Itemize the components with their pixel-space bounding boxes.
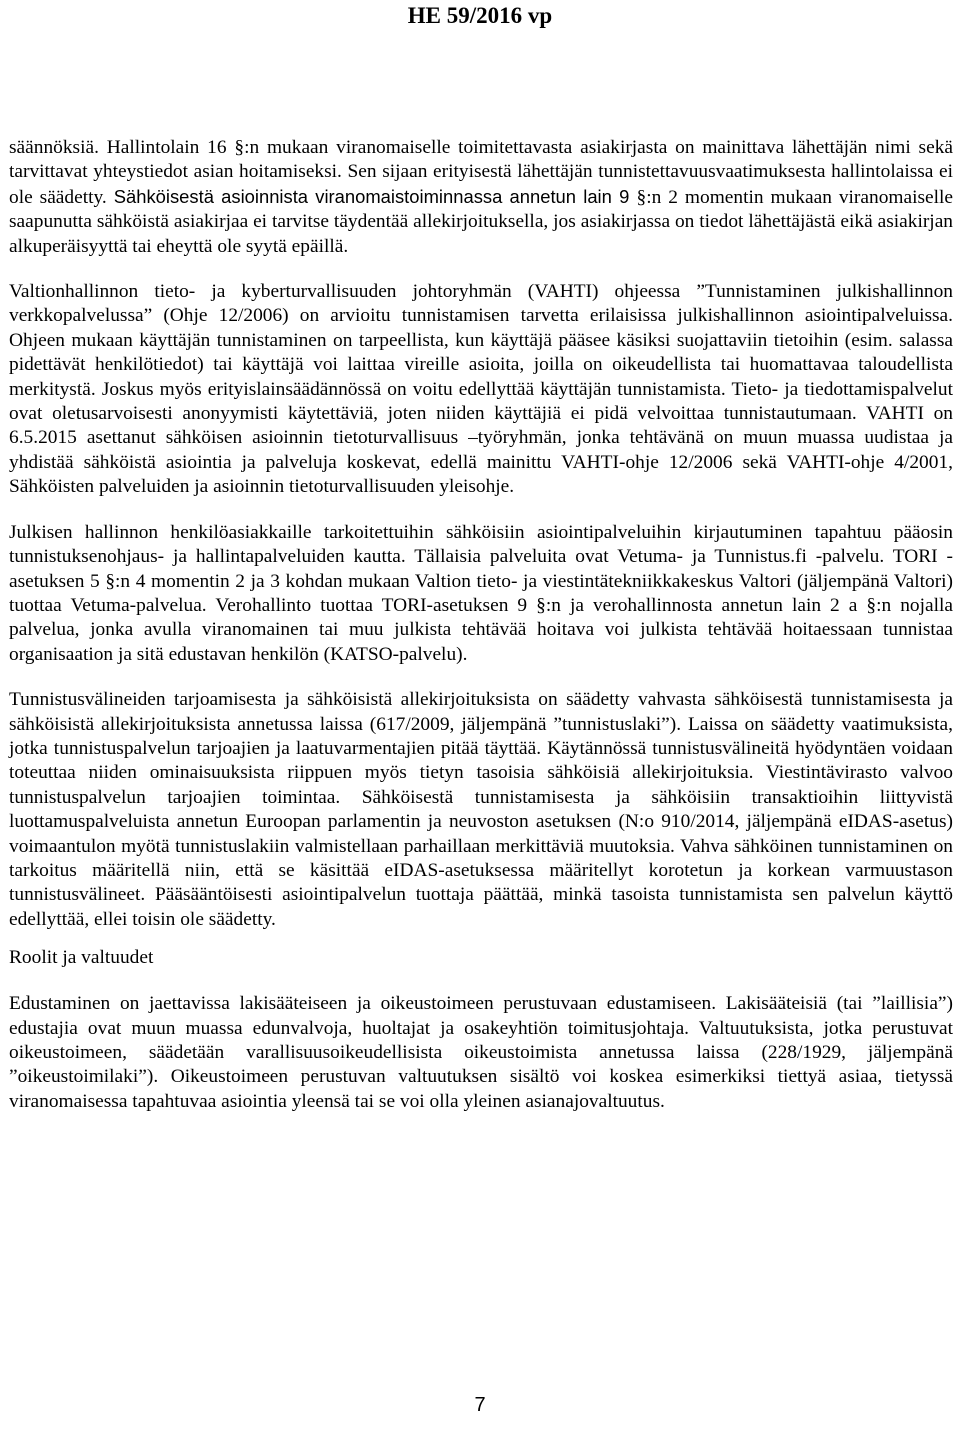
paragraph-3: Julkisen hallinnon henkilöasiakkaille tarkoitettuihin sähköisiin asiointipalveluihin kirjautuminen tapahtuu pääosin tunnistuksenohjaus- ja hallintapalveluiden kautta. Tällaisia palveluita ovat Vetuma- ja Tunnistus.fi -palvelu. TORI -asetuksen 5 §:n 4 momentin 2 ja 3 kohdan mukaan Valtion tieto- ja viestintätekniikkakeskus Valtori (jäljempänä Valtori) tuottaa Vetuma-palvelua. Verohallinto tuottaa TORI-asetuksen 9 §:n ja verohallinnosta annetun lain 2 a §:n nojalla palvelua, jonka avulla viranomainen tai muu julkista tehtävää hoitava voi julkista tehtävää hoitaessaan tunnistaa organisaation ja sitä edustavan henkilön (KATSO-palvelu). [9,521,953,665]
paragraph-5: Edustaminen on jaettavissa lakisääteiseen ja oikeustoimeen perustuvaan edustamiseen. Lakisääteisiä (tai ”laillisia”) edustajia ovat muun muassa edunvalvoja, huoltajat ja osakeyhtiön toimitusjohtaja. Valtuutuksista, jotka perustuvat oikeustoimeen, säädetään varallisuusoikeudellisista oikeustoimista annetussa laissa (228/1929, jäljempänä ”oikeustoimilaki”). Oikeustoimeen perustuvan valtuutuksen sisältö voi koskea esimerkiksi tiettyä asiaa, tietyssä viranomaisessa tapahtuvaa asiointia yleensä tai se voi olla yleinen asianajovaltuutus. [9,993,953,1112]
page-number: 7 [474,1394,486,1416]
paragraph-4: Tunnistusvälineiden tarjoamisesta ja sähköisistä allekirjoituksista on säädetty vahvasta sähköisestä tunnistamisesta ja sähköisistä allekirjoituksista annetussa laissa (617/2009, jäljempänä ”tunnistuslaki”). Laissa on säädetty vaatimuksista, jotka tunnistuspalvelun tarjoajien ja laatuvarmentajien pitää täyttää. Käytännössä tunnistusvälineitä hyödyntäen voidaan toteuttaa niiden ominaisuuksista riippuen myös tietyn tasoisia sähköisiä allekirjoituksia. Viestintävirasto valvoo tunnistuspalvelun tarjoajien toimintaa. Sähköisestä tunnistamisesta ja sähköisiin transaktioihin liittyvistä luottamuspalveluista annetun Euroopan parlamentin ja neuvoston asetuksen (N:o 910/2014, jäljempänä eIDAS-asetus) voimaantulon myötä tunnistuslakiin valmistellaan parhaillaan merkittäviä muutoksia. Vahva sähköinen tunnistaminen on tarkoitus määritellä niin, että se käsittää eIDAS-asetuksessa määritellyt korotetun ja korkean varmuustason tunnistusvälineet. Pääsääntöisesti asiointipalvelun tuottaja päättää, minkä tasoista tunnistamista sen palvelun käyttö edellyttää, ellei toisin ole säädetty. [9,689,953,930]
paragraph-1-part-c: §:n 2 momentin mukaan viranomaiselle saapunutta sähköistä asiakirjaa ei tarvitse täydentää allekirjoituksella, jos asiakirjassa on tiedot lähettäjästä eikä asiakirjan alkuperäisyyttä tai eheyttä ole syytä epäillä. [9,186,953,257]
paragraph-1-part-a: säännöksiä. Hallintolain 16 §:n mukaan viranomaiselle toimitettavasta asiakirjasta on mainittava lähettäjän nimi sekä tarvittavat yhteystiedot asian hoitamiseksi. Sen sijaan erityisestä lähettäjän tunnistettavuusvaatimuksesta hallintolaissa ei ole säädetty. [9,137,953,208]
paragraph-1-part-b: Sähköisestä asioinnista viranomaistoiminnassa annetun lain 9 [113,185,637,207]
document-header: HE 59/2016 vp [407,3,553,28]
paragraph-2: Valtionhallinnon tieto- ja kyberturvallisuuden johtoryhmän (VAHTI) ohjeessa ”Tunnistaminen julkishallinnon verkkopalvelussa” (Ohje 12/2006) on arvioitu tunnistamisen tarvetta erilaisissa julkishallinnon asiointipalveluissa. Ohjeen mukaan käyttäjän tunnistaminen on tarpeellista, kun käyttäjä pääsee käsiksi suojattaviin tietoihin (esim. salassa pidettävät henkilötiedot) tai käyttäjä voi laittaa vireille asioita, joilla on oikeudellista tai huomattavaa taloudellista merkitystä. Joskus myös erityislainsäädännössä on voitu edellyttää käyttäjän tunnistamista. Tieto- ja tiedottamispalvelut ovat oletusarvoisesti anonyymisti käytettäviä, joten niiden käyttäjiä ei pidä velvoittaa tunnistautumaan. VAHTI on 6.5.2015 asettanut sähköisen asioinnin tietoturvallisuus –työryhmän, jonka tehtävänä on muun muassa uudistaa ja yhdistää sähköistä asiointia ja palveluja koskevat, edellä mainittu VAHTI-ohje 12/2006 sekä VAHTI-ohje 4/2001, Sähköisten palveluiden ja asioinnin tietoturvallisuuden yleisohje. [9,281,953,498]
document-body [9,136,953,1135]
paragraph-1 [9,136,953,259]
section-heading: Roolit ja valtuudet [9,947,154,969]
